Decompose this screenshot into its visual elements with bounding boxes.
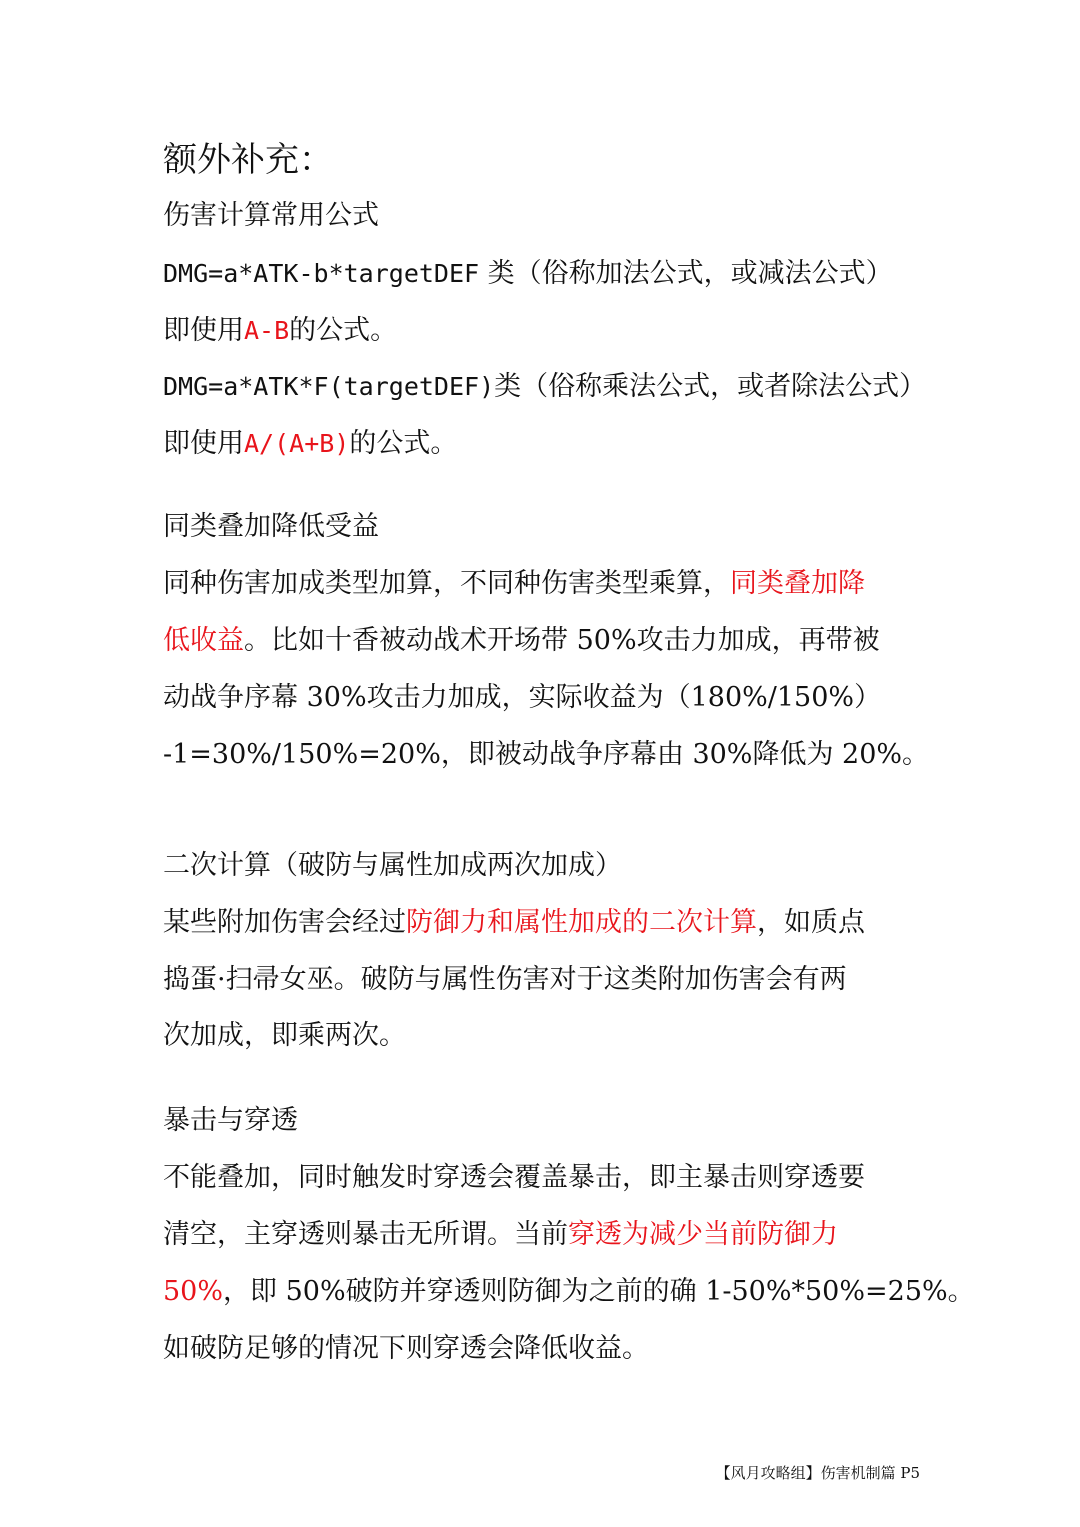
highlight-text: 穿透为减少当前防御力	[568, 1219, 838, 1250]
text-span: 即使用	[163, 315, 244, 346]
paragraph-line: -1=30%/150%=20%，即被动战争序幕由 30%降低为 20%。	[163, 739, 930, 770]
paragraph-line	[163, 903, 923, 943]
paragraph-line: 动战争序幕 30%攻击力加成，实际收益为（180%/150%）	[163, 682, 882, 713]
formula-text: DMG=a*ATK-b*targetDEF	[163, 259, 480, 288]
paragraph-line	[163, 1272, 975, 1312]
paragraph-line	[163, 621, 923, 661]
section-heading-stacking: 同类叠加降低受益	[163, 511, 379, 542]
page-footer: 【风月攻略组】伤害机制篇 P5	[715, 1464, 920, 1482]
text-span: 的公式。	[289, 315, 398, 346]
section-heading-crit-penetration: 暴击与穿透	[163, 1105, 298, 1136]
text-span: 某些附加伤害会经过	[163, 907, 406, 938]
page-title: 额外补充：	[163, 140, 333, 180]
highlight-text: 同类叠加降	[730, 568, 865, 599]
text-span: 。比如十香被动战术开场带 50%攻击力加成，再带被	[244, 625, 880, 656]
text-span: ，如质点	[757, 907, 865, 938]
formula-text: DMG=a*ATK*F(targetDEF)	[163, 372, 495, 401]
highlight-text: 50%	[163, 1276, 224, 1307]
highlight-formula: A-B	[244, 316, 290, 345]
paragraph-line	[163, 1215, 923, 1255]
paragraph-line: 次加成，即乘两次。	[163, 1020, 406, 1051]
paragraph-line: 不能叠加，同时触发时穿透会覆盖暴击，即主暴击则穿透要	[163, 1162, 865, 1193]
paragraph-line	[163, 564, 923, 604]
text-span: 的公式。	[349, 428, 458, 459]
paragraph-line	[163, 367, 927, 407]
text-span: ，即 50%破防并穿透则防御为之前的确 1-50%*50%=25%。	[223, 1276, 975, 1307]
paragraph-line: 捣蛋·扫帚女巫。破防与属性伤害对于这类附加伤害会有两	[163, 964, 847, 995]
text-span: 类（俗称加法公式，或减法公式）	[479, 258, 893, 289]
highlight-formula: A/(A+B)	[244, 429, 350, 458]
text-span: 即使用	[163, 428, 244, 459]
highlight-text: 防御力和属性加成的二次计算	[406, 907, 757, 938]
text-span: 同种伤害加成类型加算，不同种伤害类型乘算，	[163, 568, 730, 599]
text-span: 类（俗称乘法公式，或者除法公式）	[494, 371, 927, 402]
paragraph-line	[163, 311, 923, 351]
paragraph-line	[163, 254, 923, 294]
text-span: 清空，主穿透则暴击无所谓。当前	[163, 1219, 568, 1250]
section-heading-formulas: 伤害计算常用公式	[163, 200, 379, 231]
section-heading-secondary-calc: 二次计算（破防与属性加成两次加成）	[163, 850, 622, 881]
paragraph-line: 如破防足够的情况下则穿透会降低收益。	[163, 1333, 649, 1364]
paragraph-line	[163, 424, 923, 464]
highlight-text: 低收益	[163, 625, 244, 656]
